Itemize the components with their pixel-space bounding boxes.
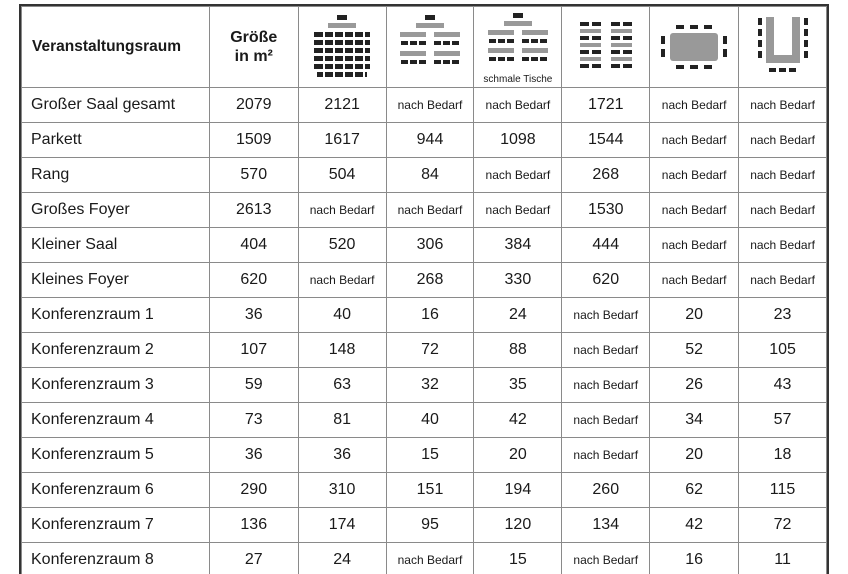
room-name-cell: Konferenzraum 8 [22,543,210,574]
capacity-cell: nach Bedarf [650,158,739,193]
capacity-cell: nach Bedarf [562,543,650,574]
capacity-cell: nach Bedarf [739,123,827,158]
capacity-cell: nach Bedarf [650,228,739,263]
room-size-cell: 2613 [209,193,298,228]
room-size-cell: 107 [209,333,298,368]
room-size-cell: 1509 [209,123,298,158]
u-shape-seating-icon [756,15,810,79]
capacity-cell: nach Bedarf [562,298,650,333]
room-name-cell: Parkett [22,123,210,158]
table-row [22,403,827,438]
capacity-cell: 151 [386,473,474,508]
room-name-cell: Konferenzraum 7 [22,508,210,543]
classroom-seating-icon [398,13,462,81]
capacity-cell: nach Bedarf [386,193,474,228]
capacity-cell: nach Bedarf [650,88,739,123]
capacity-cell: 35 [474,368,562,403]
column-header-size [209,7,298,88]
capacity-cell: nach Bedarf [386,88,474,123]
room-size-cell: 570 [209,158,298,193]
capacity-cell: 504 [298,158,386,193]
capacity-table [21,6,827,574]
capacity-cell: nach Bedarf [739,158,827,193]
capacity-cell: 32 [386,368,474,403]
capacity-cell: 72 [739,508,827,543]
size-header-line1: Größe [210,28,298,47]
table-row [22,298,827,333]
room-size-cell: 2079 [209,88,298,123]
capacity-cell: 306 [386,228,474,263]
capacity-cell: 81 [298,403,386,438]
capacity-cell: 40 [386,403,474,438]
capacity-cell: 115 [739,473,827,508]
capacity-cell: 330 [474,263,562,298]
table-row [22,438,827,473]
capacity-cell: nach Bedarf [386,543,474,574]
capacity-cell: 260 [562,473,650,508]
capacity-cell: 72 [386,333,474,368]
room-size-cell: 59 [209,368,298,403]
capacity-cell: nach Bedarf [298,263,386,298]
capacity-cell: 444 [562,228,650,263]
capacity-cell: 40 [298,298,386,333]
capacity-cell: 88 [474,333,562,368]
table-row [22,263,827,298]
classroom-narrow-tables-icon [486,11,550,69]
capacity-cell: 36 [298,438,386,473]
capacity-cell: 26 [650,368,739,403]
table-row [22,193,827,228]
capacity-cell: nach Bedarf [650,123,739,158]
capacity-cell: 20 [650,298,739,333]
table-row [22,508,827,543]
room-size-cell: 73 [209,403,298,438]
capacity-cell: nach Bedarf [739,228,827,263]
capacity-table-frame [19,4,829,574]
capacity-cell: 20 [650,438,739,473]
capacity-cell: nach Bedarf [739,193,827,228]
capacity-cell: 15 [386,438,474,473]
room-size-cell: 27 [209,543,298,574]
table-row [22,158,827,193]
capacity-cell: 148 [298,333,386,368]
capacity-cell: 42 [650,508,739,543]
capacity-cell: 23 [739,298,827,333]
room-name-cell: Konferenzraum 4 [22,403,210,438]
table-row [22,368,827,403]
room-size-cell: 36 [209,438,298,473]
capacity-cell: 2121 [298,88,386,123]
capacity-cell: nach Bedarf [474,158,562,193]
capacity-cell: 15 [474,543,562,574]
column-header-boardroom [650,7,739,88]
column-header-room: Veranstaltungsraum [22,7,210,88]
capacity-cell: nach Bedarf [474,193,562,228]
room-size-cell: 290 [209,473,298,508]
room-name-cell: Rang [22,158,210,193]
column-header-parliament [562,7,650,88]
capacity-cell: 16 [650,543,739,574]
capacity-cell: nach Bedarf [562,333,650,368]
capacity-cell: 42 [474,403,562,438]
capacity-cell: 120 [474,508,562,543]
column-header-u-shape [739,7,827,88]
room-name-cell: Konferenzraum 3 [22,368,210,403]
column-header-classroom [386,7,474,88]
capacity-cell: 1721 [562,88,650,123]
room-name-cell: Konferenzraum 5 [22,438,210,473]
table-row [22,473,827,508]
table-row [22,228,827,263]
capacity-cell: 944 [386,123,474,158]
capacity-cell: 52 [650,333,739,368]
room-name-cell: Kleiner Saal [22,228,210,263]
capacity-cell: 57 [739,403,827,438]
capacity-cell: 134 [562,508,650,543]
capacity-cell: 20 [474,438,562,473]
capacity-cell: nach Bedarf [739,263,827,298]
capacity-cell: 1098 [474,123,562,158]
room-name-cell: Großer Saal gesamt [22,88,210,123]
parliament-seating-icon [578,19,634,75]
capacity-cell: nach Bedarf [298,193,386,228]
capacity-cell: 16 [386,298,474,333]
capacity-cell: 268 [562,158,650,193]
table-row [22,543,827,574]
column-header-theater [298,7,386,88]
boardroom-seating-icon [659,19,729,75]
capacity-cell: 1544 [562,123,650,158]
capacity-cell: 105 [739,333,827,368]
capacity-cell: 62 [650,473,739,508]
room-name-cell: Konferenzraum 6 [22,473,210,508]
room-size-cell: 136 [209,508,298,543]
room-size-cell: 620 [209,263,298,298]
capacity-cell: 84 [386,158,474,193]
room-size-cell: 404 [209,228,298,263]
capacity-cell: 1617 [298,123,386,158]
capacity-cell: nach Bedarf [650,263,739,298]
capacity-cell: 95 [386,508,474,543]
size-header-line2: in m² [210,47,298,66]
room-name-cell: Großes Foyer [22,193,210,228]
capacity-cell: 43 [739,368,827,403]
capacity-cell: 34 [650,403,739,438]
capacity-cell: 63 [298,368,386,403]
capacity-cell: 520 [298,228,386,263]
capacity-cell: 24 [298,543,386,574]
capacity-cell: 384 [474,228,562,263]
capacity-cell: 18 [739,438,827,473]
table-body [22,88,827,574]
capacity-cell: nach Bedarf [562,403,650,438]
theater-seating-icon [311,13,373,81]
capacity-cell: nach Bedarf [562,368,650,403]
capacity-cell: 24 [474,298,562,333]
capacity-cell: 1530 [562,193,650,228]
capacity-cell: nach Bedarf [474,88,562,123]
capacity-cell: 174 [298,508,386,543]
capacity-cell: nach Bedarf [739,88,827,123]
room-name-cell: Konferenzraum 2 [22,333,210,368]
capacity-cell: 620 [562,263,650,298]
room-size-cell: 36 [209,298,298,333]
column-header-classroom-narrow [474,7,562,88]
table-row [22,88,827,123]
capacity-cell: nach Bedarf [562,438,650,473]
narrow-tables-caption: schmale Tische [474,74,561,85]
capacity-cell: 310 [298,473,386,508]
capacity-cell: 194 [474,473,562,508]
capacity-cell: 268 [386,263,474,298]
table-row [22,123,827,158]
header-row [22,7,827,88]
capacity-cell: nach Bedarf [650,193,739,228]
table-row [22,333,827,368]
room-name-cell: Konferenzraum 1 [22,298,210,333]
capacity-cell: 11 [739,543,827,574]
room-name-cell: Kleines Foyer [22,263,210,298]
